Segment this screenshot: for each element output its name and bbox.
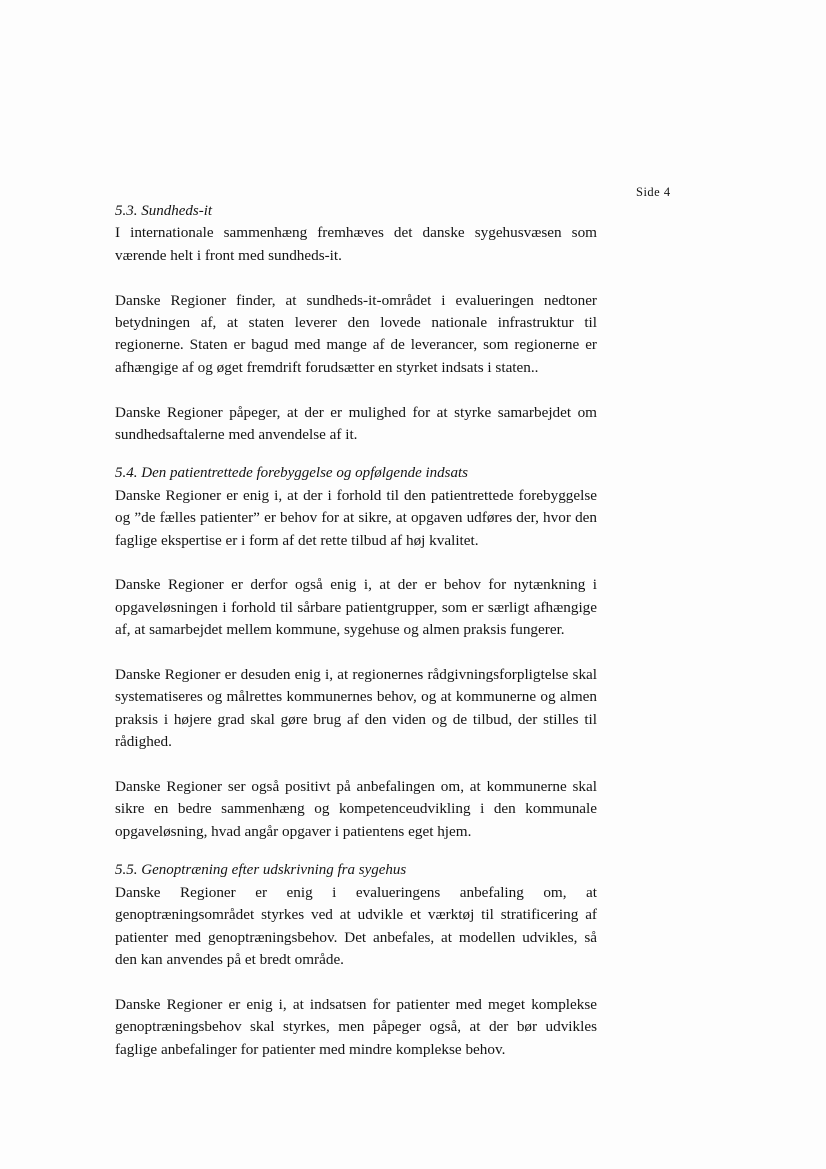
paragraph: Danske Regioner er desuden enig i, at regionernes rådgivningsforpligtelse skal systematiseres og målrettes kommunernes behov, og at kommunerne og almen praksis i højere grad skal gøre brug af den viden og de tilbud, der stilles til rådighed. (115, 666, 597, 751)
paragraph: Danske Regioner finder, at sundheds-it-området i evalueringen nedtoner betydningen af, at staten leverer den lovede nationale infrastruktur til regionerne. Staten er bagud med mange af de leverancer, som regionerne er afhængige af og øget fremdrift forudsætter en styrket indsats i staten.. (115, 291, 597, 376)
paragraph: Danske Regioner er derfor også enig i, at der er behov for nytænkning i opgaveløsningen i forhold til sårbare patientgrupper, som er særligt afhængige af, at samarbejdet mellem kommune, sygehuse og almen praksis fungerer. (115, 576, 597, 639)
section-heading-5-3: 5.3. Sundheds-it (115, 203, 213, 219)
section-heading-5-5: 5.5. Genoptræning efter udskrivning fra sygehus (115, 862, 407, 879)
paragraph: Danske Regioner er enig i evalueringens anbefaling om, at genoptræningsområdet styrkes ved at udvikle et værktøj til stratificering af patienter med genoptræningsbehov. Det anbefales, at modellen udvikles, så den kan anvendes på et bredt område. (115, 883, 597, 968)
paragraph: Danske Regioner er enig i, at indsatsen for patienter med meget komplekse genoptræningsbehov skal styrkes, men påpeger også, at der bør udvikles faglige anbefalinger for patienter med mindre komplekse behov. (115, 995, 597, 1058)
paragraph: I internationale sammenhæng fremhæves det danske sygehusvæsen som værende helt i front med sundheds-it. (115, 224, 597, 264)
paragraph: Danske Regioner påpeger, at der er mulighed for at styrke samarbejdet om sundhedsaftalerne med anvendelse af it. (115, 403, 597, 444)
paragraph: Danske Regioner er enig i, at der i forhold til den patientrettede forebyggelse og ”de fælles patienter” er behov for at sikre, at opgaven udføres der, hvor den faglige ekspertise er i form af det rette tilbud af høj kvalitet. (115, 486, 597, 549)
section-heading-5-4: 5.4. Den patientrettede forebyggelse og opfølgende indsats (115, 465, 468, 482)
page-content (115, 200, 597, 1083)
page-number: Side 4 (636, 185, 671, 199)
paragraph: Danske Regioner ser også positivt på anbefalingen om, at kommunerne skal sikre en bedre sammenhæng og kompetenceudvikling i den kommunale opgaveløsning, hvad angår opgaver i patientens eget hjem. (115, 778, 597, 840)
